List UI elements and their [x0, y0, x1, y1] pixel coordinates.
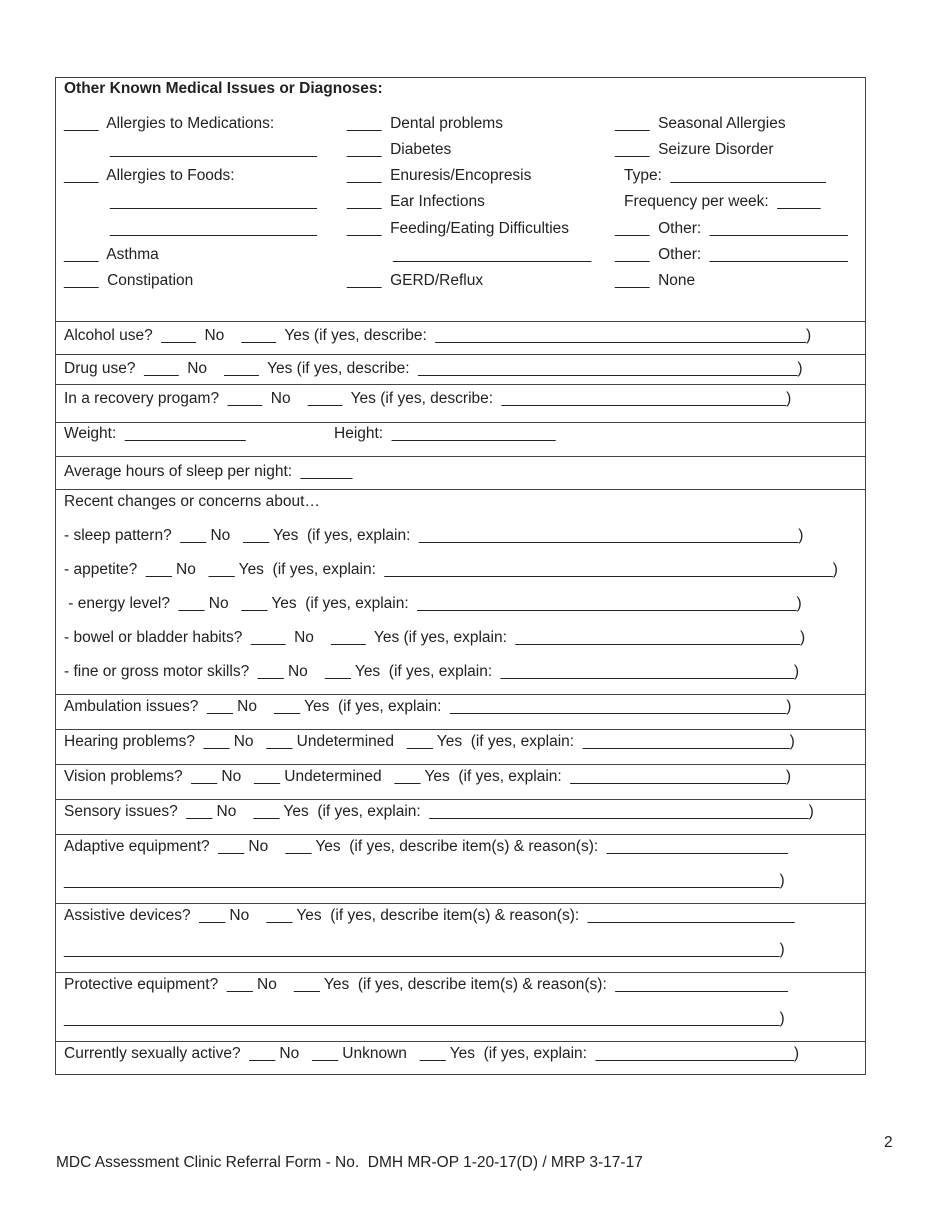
asthma-item[interactable]: ____ Asthma: [64, 246, 159, 263]
sleep-hours-field[interactable]: Average hours of sleep per night: ______: [64, 463, 353, 480]
gerd-reflux-item[interactable]: ____ GERD/Reflux: [347, 272, 484, 289]
seizure-type-field[interactable]: Type: __________________: [624, 167, 826, 184]
allergies-medications-item[interactable]: ____ Allergies to Medications:: [64, 115, 275, 132]
divider: [56, 694, 865, 695]
protective-equipment-continuation[interactable]: ___________________________________________________________________________________): [64, 1010, 785, 1027]
other-item-2[interactable]: ____ Other: ________________: [615, 246, 848, 263]
divider: [56, 354, 865, 355]
divider: [56, 764, 865, 765]
seizure-frequency-field[interactable]: Frequency per week: _____: [624, 193, 821, 210]
divider: [56, 903, 865, 904]
protective-equipment-row[interactable]: Protective equipment? ___ No ___ Yes (if yes, describe item(s) & reason(s): ____________________: [64, 976, 788, 993]
sensory-row[interactable]: Sensory issues? ___ No ___ Yes (if yes, explain: ____________________________________________): [64, 803, 814, 820]
adaptive-equipment-row[interactable]: Adaptive equipment? ___ No ___ Yes (if yes, describe item(s) & reason(s): _____________________: [64, 838, 788, 855]
feeding-difficulties-item[interactable]: ____ Feeding/Eating Difficulties: [347, 220, 570, 237]
motor-skills-row[interactable]: - fine or gross motor skills? ___ No ___ Yes (if yes, explain: __________________________________): [64, 663, 800, 680]
adaptive-equipment-continuation[interactable]: ___________________________________________________________________________________): [64, 872, 785, 889]
divider: [56, 972, 865, 973]
seasonal-allergies-item[interactable]: ____ Seasonal Allergies: [615, 115, 786, 132]
divider: [56, 799, 865, 800]
divider: [56, 1041, 865, 1042]
ear-infections-item[interactable]: ____ Ear Infections: [347, 193, 485, 210]
divider: [56, 729, 865, 730]
divider: [56, 321, 865, 322]
divider: [56, 834, 865, 835]
dental-problems-item[interactable]: ____ Dental problems: [347, 115, 503, 132]
sleep-pattern-row[interactable]: - sleep pattern? ___ No ___ Yes (if yes, explain: ____________________________________________): [64, 527, 804, 544]
allergies-foods-blank-2[interactable]: ________________________: [110, 220, 317, 237]
appetite-row[interactable]: - appetite? ___ No ___ Yes (if yes, explain: ____________________________________________________): [64, 561, 838, 578]
allergies-foods-blank-1[interactable]: ________________________: [110, 193, 317, 210]
sexually-active-row[interactable]: Currently sexually active? ___ No ___ Unknown ___ Yes (if yes, explain: _______________________): [64, 1045, 800, 1062]
page-number: 2: [884, 1134, 893, 1151]
bowel-bladder-row[interactable]: - bowel or bladder habits? ____ No ____ Yes (if yes, explain: _________________________________): [64, 629, 806, 646]
vision-row[interactable]: Vision problems? ___ No ___ Undetermined ___ Yes (if yes, explain: _________________________): [64, 768, 792, 785]
allergies-medications-blank[interactable]: ________________________: [110, 141, 317, 158]
form-footer: MDC Assessment Clinic Referral Form - No. DMH MR-OP 1-20-17(D) / MRP 3-17-17: [56, 1154, 643, 1171]
section-header: Other Known Medical Issues or Diagnoses:: [64, 80, 383, 97]
divider: [56, 384, 865, 385]
energy-level-row[interactable]: - energy level? ___ No ___ Yes (if yes, explain: ____________________________________________): [64, 595, 802, 612]
seizure-disorder-item[interactable]: ____ Seizure Disorder: [615, 141, 774, 158]
divider: [56, 422, 865, 423]
other-item-1[interactable]: ____ Other: ________________: [615, 220, 848, 237]
height-field[interactable]: Height: ___________________: [334, 425, 556, 442]
hearing-row[interactable]: Hearing problems? ___ No ___ Undetermined ___ Yes (if yes, explain: ________________________): [64, 733, 795, 750]
drug-use-row[interactable]: Drug use? ____ No ____ Yes (if yes, describe: ____________________________________________): [64, 360, 803, 377]
none-item[interactable]: ____ None: [615, 272, 696, 289]
recovery-program-row[interactable]: In a recovery progam? ____ No ____ Yes (if yes, describe: _________________________________): [64, 390, 792, 407]
divider: [56, 456, 865, 457]
assistive-devices-row[interactable]: Assistive devices? ___ No ___ Yes (if yes, describe item(s) & reason(s): ________________________: [64, 907, 795, 924]
divider: [56, 489, 865, 490]
assistive-devices-continuation[interactable]: ___________________________________________________________________________________): [64, 941, 785, 958]
allergies-foods-item[interactable]: ____ Allergies to Foods:: [64, 167, 235, 184]
ambulation-row[interactable]: Ambulation issues? ___ No ___ Yes (if yes, explain: _______________________________________): [64, 698, 792, 715]
weight-field[interactable]: Weight: ______________: [64, 425, 246, 442]
alcohol-use-row[interactable]: Alcohol use? ____ No ____ Yes (if yes, describe: ___________________________________________): [64, 327, 812, 344]
feeding-difficulties-blank[interactable]: _______________________: [393, 246, 592, 263]
enuresis-item[interactable]: ____ Enuresis/Encopresis: [347, 167, 532, 184]
constipation-item[interactable]: ____ Constipation: [64, 272, 194, 289]
diabetes-item[interactable]: ____ Diabetes: [347, 141, 452, 158]
medical-issues-form: [55, 77, 866, 1075]
recent-changes-label: Recent changes or concerns about…: [64, 493, 320, 510]
